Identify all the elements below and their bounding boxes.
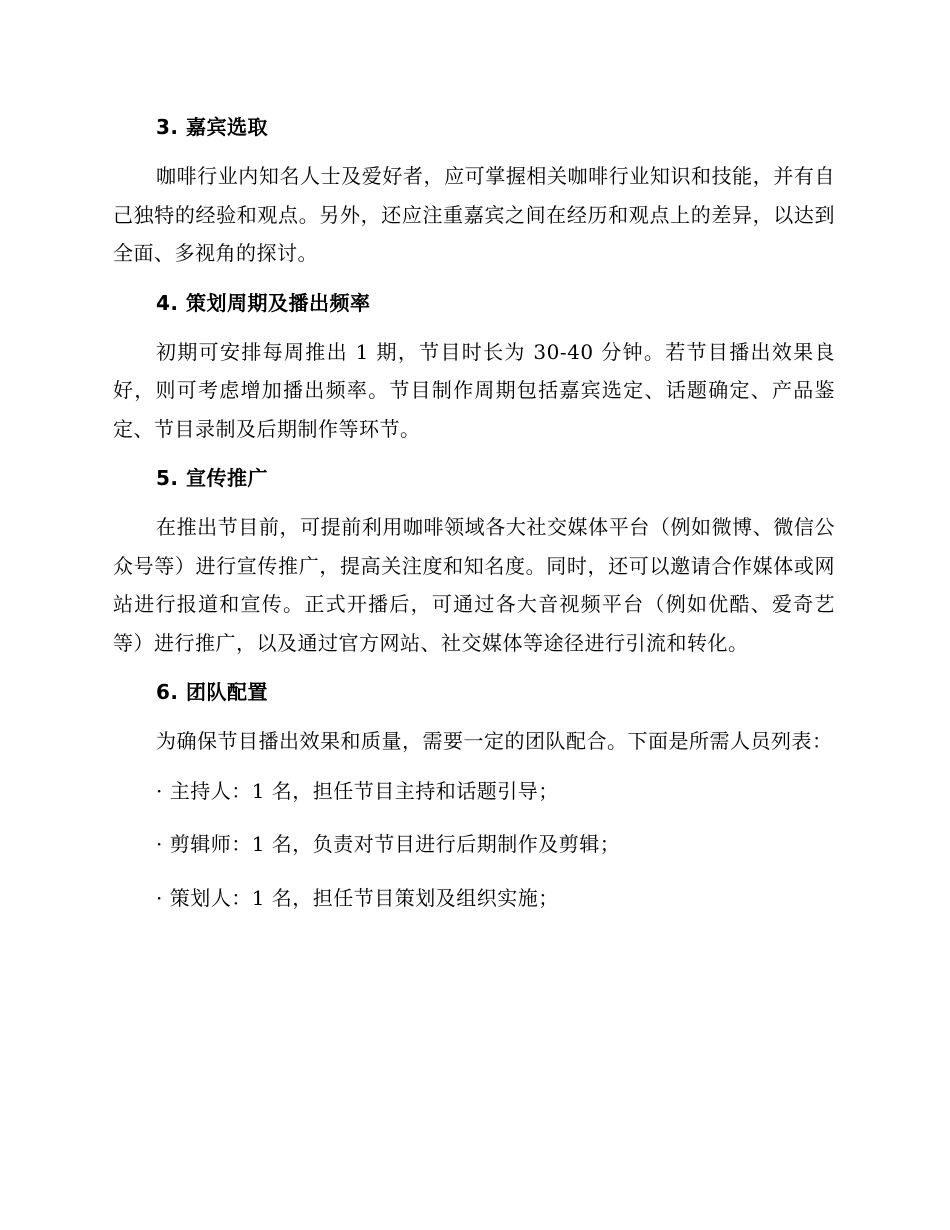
team-list-item-host: · 主持人：1 名，担任节目主持和话题引导； xyxy=(156,778,559,803)
section-body-promotion: 在推出节目前，可提前利用咖啡领域各大社交媒体平台（例如微博、微信公众号等）进行宣传推广，提高关注度和知名度。同时，还可以邀请合作媒体或网站进行报道和宣传。正式开播后，可通过各大音视频平台（例如优酷、爱奇艺等）进行推广，以及通过官方网站、社交媒体等途径进行引流和转化。 xyxy=(113,515,835,655)
section-heading-guest-selection: 3. 嘉宾选取 xyxy=(156,115,268,139)
team-list-item-planner: · 策划人：1 名，担任节目策划及组织实施； xyxy=(156,885,559,910)
section-heading-promotion: 5. 宣传推广 xyxy=(156,466,268,490)
document-content xyxy=(113,108,835,932)
section-body-planning-cycle: 初期可安排每周推出 1 期，节目时长为 30-40 分钟。若节目播出效果良好，则可考虑增加播出频率。节目制作周期包括嘉宾选定、话题确定、产品鉴定、节目录制及后期制作等环节。 xyxy=(113,339,835,441)
section-body-guest-selection: 咖啡行业内知名人士及爱好者，应可掌握相关咖啡行业知识和技能，并有自己独特的经验和观点。另外，还应注重嘉宾之间在经历和观点上的差异，以达到全面、多视角的探讨。 xyxy=(113,164,835,265)
section-heading-team: 6. 团队配置 xyxy=(156,680,268,704)
section-body-team: 为确保节目播出效果和质量，需要一定的团队配合。下面是所需人员列表： xyxy=(156,729,833,753)
section-heading-planning-cycle: 4. 策划周期及播出频率 xyxy=(156,290,371,315)
team-list-item-editor: · 剪辑师：1 名，负责对节目进行后期制作及剪辑； xyxy=(156,832,621,856)
